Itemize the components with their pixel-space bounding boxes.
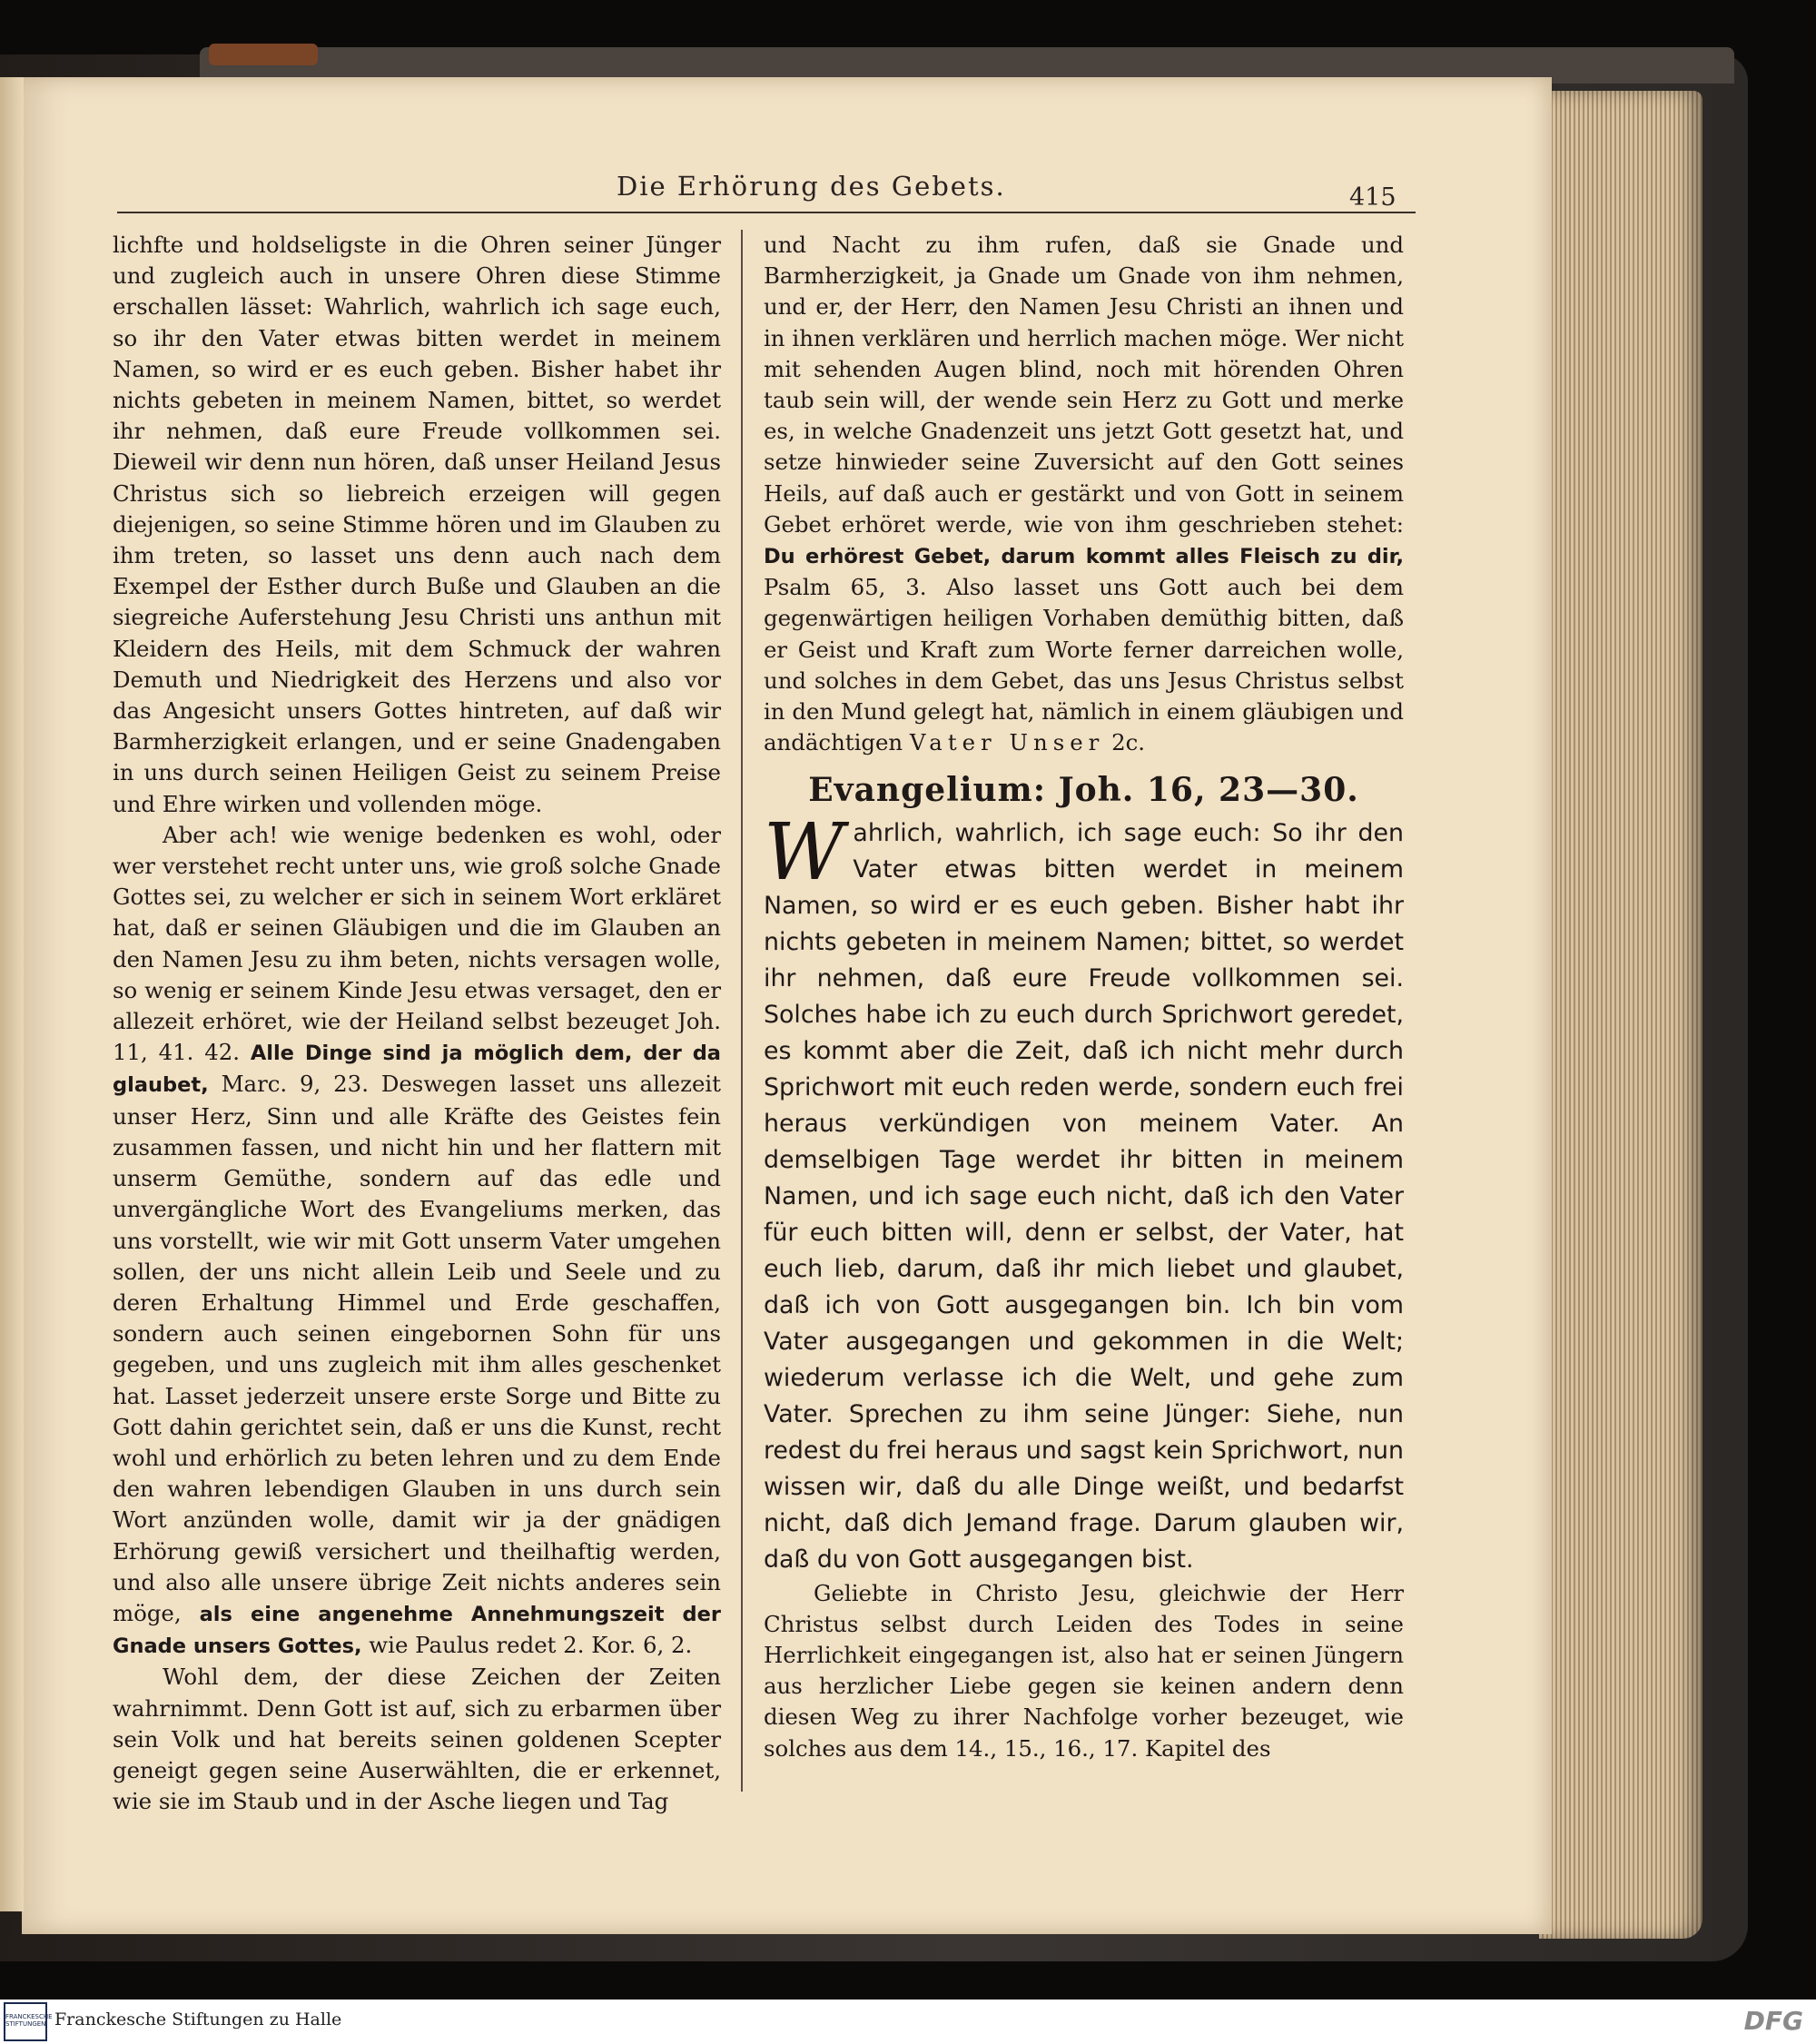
dfg-logo: DFG xyxy=(1743,2006,1803,2036)
right-column xyxy=(764,230,1404,1764)
bold-quotation: Du erhörest Gebet, darum kommt alles Fleisch zu dir, xyxy=(764,545,1404,569)
footer-bar xyxy=(0,2000,1816,2044)
paragraph: Wohl dem, der diese Zeichen der Zeiten wahrnimmt. Denn Gott ist auf, sich zu erbarmen über sein Volk und hat bereits seinen goldenen Scepter geneigt gegen seine Auserwählten, die er erkennet, wie sie im Staub und in der Asche liegen und Tag xyxy=(113,1664,721,1815)
running-head: Die Erhörung des Gebets. xyxy=(617,171,1006,202)
text-run: Aber ach! wie wenige bedenken es wohl, oder wer verstehet recht unter uns, wie groß solche Gnade Gottes sei, zu welcher er sich in seinem Wort erkläret hat, daß er seinen Gläubigen und die im Glauben an den Namen Jesu zu ihm beten, nichts versagen wolle, so wenig er seinem Kinde Jesu etwas versaget, den er allezeit erhöret, wie der Heiland selbst bezeuget Joh. 11, 41. 42. xyxy=(113,821,721,1066)
paragraph xyxy=(113,820,721,1662)
drop-cap: W xyxy=(764,806,844,898)
text-run: Marc. 9, 23. Deswegen lasset uns allezeit unser Herz, Sinn und alle Kräfte des Geistes fein zusammen fassen, und nicht hin und her flattern mit unserm Gemüthe, sondern auf das edle und unvergängliche Wort des Evangeliums merken, das uns vorstellt, wie wir mit Gott unserm Vater umgehen sollen, der uns nicht allein Leib und Seele und zu deren Erhaltung Himmel und Erde geschaffen, sondern auch seinen eingebornen Sohn für uns gegeben, und uns zugleich mit ihm alles geschenket hat. Lasset jederzeit unsere erste Sorge und Bitte zu Gott dahin gerichtet sein, daß er uns die Kunst, recht wohl und erhörlich zu beten lehren und zu dem Ende den wahren lebendigen Glauben in uns durch sein Wort anzünden wolle, damit wir ja der gnädigen Erhörung gewiß versichert und theilhaftig werden, und also alle unsere übrige Zeit nichts anderes sein möge, xyxy=(113,1071,721,1626)
text-run: ahrlich, wahrlich, ich sage euch: So ihr den Vater etwas bitten werdet in meinem Namen, so wird er es euch geben. Bisher habt ihr nichts gebeten in meinem Namen; bittet, so werdet ihr nehmen, daß eure Freude vollkommen sei. Solches habe ich zu euch durch Sprichwort geredet, es kommt aber die Zeit, daß ich nicht mehr durch Sprichwort mit euch reden werde, sondern euch frei heraus verkündigen von meinem Vater. An demselbigen Tage werdet ihr bitten in meinem Namen, und ich sage euch nicht, daß ich den Vater für euch bitten will, denn er selbst, der Vater, hat euch lieb, darum, daß ihr mich liebet und glaubet, daß ich von Gott ausgegangen bin. Ich bin vom Vater ausgegangen und gekommen in die Welt; wiederum verlasse ich die Welt, und gehe zum Vater. Sprechen zu ihm seine Jünger: Siehe, nun redest du frei heraus und sagst kein Sprichwort, nun wissen wir, daß du alle Dinge weißt, und bedarfst nicht, daß dich Jemand frage. Darum glauben wir, daß du von Gott ausgegangen bist. xyxy=(764,818,1404,1574)
bold-quotation: als eine angenehme Annehmungszeit der Gnade unsers Gottes, xyxy=(113,1602,721,1659)
paragraph: Geliebte in Christo Jesu, gleichwie der Herr Christus selbst durch Leiden des Todes in seine Herrlichkeit eingegangen ist, also hat er seinen Jüngern aus herzlicher Liebe gegen sie keinen andern denn diesen Weg zu ihrer Nachfolge vorher bezeuget, wie solches aus dem 14., 15., 16., 17. Kapitel des xyxy=(764,1579,1404,1762)
paragraph xyxy=(764,230,1404,758)
text-run: und Nacht zu ihm rufen, daß sie Gnade und Barmherzigkeit, ja Gnade um Gnade von ihm nehmen, und er, der Herr, den Namen Jesu Christi an ihnen und in ihnen verklären und herrlich machen möge. Wer nicht mit sehenden Augen blind, noch mit hörenden Ohren taub sein will, der wende sein Herz zu Gott und merke es, in welche Gnadenzeit uns jetzt Gott gesetzt hat, und setze hinwieder seine Zuversicht auf den Gott seines Heils, auf daß auch er gestärkt und von Gott in seinem Gebet erhöret werde, wie von ihm geschrieben stehet: xyxy=(764,232,1404,538)
paragraph: lichfte und holdseligste in die Ohren seiner Jünger und zugleich auch in unsere Ohren diese Stimme erschallen lässet: Wahrlich, wahrlich ich sage euch, so ihr den Vater etwas bitten werdet in meinem Namen, so wird er es euch geben. Bisher habet ihr nichts gebeten in meinem Namen, bittet, so werdet ihr nehmen, daß eure Freude vollkommen sei. Dieweil wir denn nun hören, daß unser Heiland Jesus Christus sich so liebreich erzeigen will gegen diejenigen, so seine Stimme hören und im Glauben zu ihm treten, so lasset uns denn auch nach dem Exempel der Esther durch Buße und Glauben an die siegreiche Auferstehung Jesu Christi uns anthun mit Kleidern des Heils, mit dem Schmuck der wahren Demuth und Niedrigkeit des Herzens und also vor das Angesicht unsers Gottes hintreten, auf daß wir Barmherzigkeit erlangen, und er seine Gnadengaben in uns durch seinen Heiligen Geist zu seinem Preise und Ehre wirken und vollenden möge. xyxy=(113,232,721,817)
cover-wear-mark xyxy=(209,44,318,65)
page-number: 415 xyxy=(1349,183,1397,212)
institution-name: Franckesche Stiftungen zu Halle xyxy=(54,2009,342,2029)
left-column xyxy=(113,230,721,1817)
institution-logo-icon: FRANCKESCHE STIFTUNGEN xyxy=(4,2002,47,2041)
page-fore-edge xyxy=(1539,91,1702,1939)
gutter-edge xyxy=(0,77,24,1911)
text-run: 2c. xyxy=(1111,729,1146,756)
spaced-text: Vater Unser xyxy=(909,729,1105,756)
book-page xyxy=(22,77,1552,1934)
column-divider xyxy=(741,230,743,1792)
bold-quotation: Alle Dinge sind ja möglich dem, der da glaubet, xyxy=(113,1042,721,1098)
section-heading: Evangelium: Joh. 16, 23—30. xyxy=(808,771,1359,810)
header-rule xyxy=(117,212,1416,213)
gospel-reading xyxy=(764,806,1404,1578)
text-run: Psalm 65, 3. Also lasset uns Gott auch bei dem gegenwärtigen heiligen Vorhaben demüthig bitten, daß er Geist und Kraft zum Worte ferner darreichen wolle, und solches in dem Gebet, das uns Jesus Christus selbst in den Mund gelegt hat, nämlich in einem gläubigen und andächtigen xyxy=(764,574,1404,756)
text-run: wie Paulus redet 2. Kor. 6, 2. xyxy=(369,1632,693,1659)
